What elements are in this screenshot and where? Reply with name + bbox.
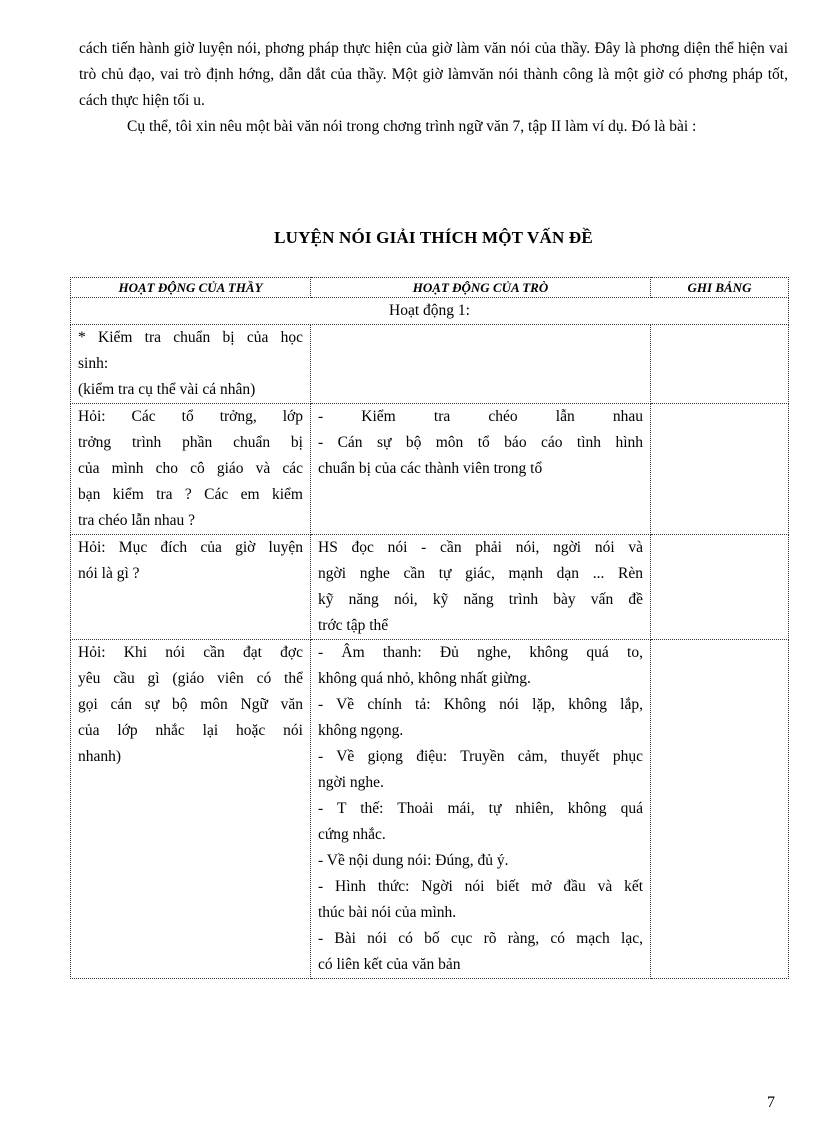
student-cell-line: - Kiểm tra chéo lẫn nhau — [318, 408, 643, 425]
student-cell-line: - Cán sự bộ môn tổ báo cáo tình hình — [318, 434, 643, 451]
student-cell-line: ngời nghe. — [318, 774, 384, 791]
table-header-row — [71, 278, 789, 298]
teacher-cell-line: nói là gì ? — [78, 565, 140, 582]
teacher-cell-line: nhanh) — [78, 748, 122, 765]
teacher-cell-line: của mình cho cô giáo và các — [78, 460, 303, 477]
student-cell-line: không ngọng. — [318, 722, 404, 739]
page-number: 7 — [767, 1094, 775, 1111]
teacher-cell — [71, 404, 311, 535]
student-cell-line: - Về giọng điệu: Truyền cảm, thuyết phục — [318, 748, 643, 765]
teacher-cell — [71, 535, 311, 640]
student-cell-line: - Về chính tả: Không nói lặp, không lắp, — [318, 696, 643, 713]
student-cell-line: - Bài nói có bố cục rõ ràng, có mạch lạc, — [318, 930, 643, 947]
lesson-table — [70, 277, 789, 979]
student-cell-line: không quá nhỏ, không nhất giừng. — [318, 670, 531, 687]
teacher-cell-line: tra chéo lẫn nhau ? — [78, 512, 196, 529]
student-cell-line: chuẩn bị của các thành viên trong tổ — [318, 460, 543, 477]
teacher-cell-line: trởng trình phần chuẩn bị — [78, 434, 303, 451]
student-cell-line: HS đọc nói - cần phải nói, ngời nói và — [318, 539, 643, 556]
activity-label: Hoạt động 1: — [71, 298, 789, 325]
student-cell-line: - Âm thanh: Đủ nghe, không quá to, — [318, 644, 643, 661]
student-cell-line: trớc tập thể — [318, 617, 389, 634]
table-row — [71, 404, 789, 535]
activity-row — [71, 298, 789, 325]
table-row — [71, 640, 789, 979]
table-row — [71, 535, 789, 640]
teacher-cell — [71, 325, 311, 404]
teacher-cell-line: yêu cầu gì (giáo viên có thể — [78, 670, 303, 687]
student-cell-line: kỹ năng nói, kỹ năng trình bày vấn đề — [318, 591, 643, 608]
board-cell — [651, 535, 789, 640]
student-cell-line: có liên kết của văn bản — [318, 956, 461, 973]
board-cell — [651, 640, 789, 979]
teacher-cell-line: (kiểm tra cụ thể vài cá nhân) — [78, 381, 256, 398]
teacher-cell-line: bạn kiểm tra ? Các em kiểm — [78, 486, 303, 503]
student-cell-line: - T thế: Thoải mái, tự nhiên, không quá — [318, 800, 643, 817]
teacher-cell-line: * Kiểm tra chuẩn bị của học — [78, 329, 303, 346]
student-cell — [311, 404, 651, 535]
document-page — [78, 36, 788, 1111]
table-row — [71, 325, 789, 404]
intro-paragraph-2: Cụ thể, tôi xin nêu một bài văn nói trong chơng trình ngữ văn 7, tập II làm ví dụ. Đó là bài : — [127, 118, 697, 135]
teacher-cell-line: Hỏi: Mục đích của giờ luyện — [78, 539, 303, 556]
teacher-cell-line: Hỏi: Khi nói cần đạt đợc — [78, 644, 303, 661]
student-cell-line: - Hình thức: Ngời nói biết mở đầu và kết — [318, 878, 643, 895]
student-cell — [311, 325, 651, 404]
header-board: GHI BẢNG — [651, 278, 789, 298]
student-cell-line: thúc bài nói của mình. — [318, 904, 457, 921]
teacher-cell-line: sinh: — [78, 355, 109, 372]
student-cell-line: cứng nhắc. — [318, 826, 386, 843]
student-cell — [311, 640, 651, 979]
teacher-cell-line: Hỏi: Các tổ trởng, lớp — [78, 408, 303, 425]
teacher-cell-line: gọi cán sự bộ môn Ngữ văn — [78, 696, 303, 713]
header-student: HOẠT ĐỘNG CỦA TRÒ — [311, 278, 651, 298]
teacher-cell — [71, 640, 311, 979]
student-cell-line: - Về nội dung nói: Đúng, đủ ý. — [318, 852, 509, 869]
board-cell — [651, 325, 789, 404]
student-cell — [311, 535, 651, 640]
board-cell — [651, 404, 789, 535]
intro-paragraph-1: cách tiến hành giờ luyện nói, phơng pháp thực hiện của giờ làm văn nói của thầy. Đây là phơng diện thể hiện vai trò chủ đạo, vai trò định hớng, dẫn dắt của thầy. Một giờ làmvăn nói thành công là một giờ có phơng pháp tốt, cách thực hiện tối u. — [79, 40, 788, 109]
teacher-cell-line: của lớp nhắc lại hoặc nói — [78, 722, 303, 739]
header-teacher: HOẠT ĐỘNG CỦA THẦY — [71, 278, 311, 298]
lesson-title: LUYỆN NÓI GIẢI THÍCH MỘT VẤN ĐỀ — [274, 228, 593, 247]
student-cell-line: ngời nghe cần tự giác, mạnh dạn ... Rèn — [318, 565, 643, 582]
